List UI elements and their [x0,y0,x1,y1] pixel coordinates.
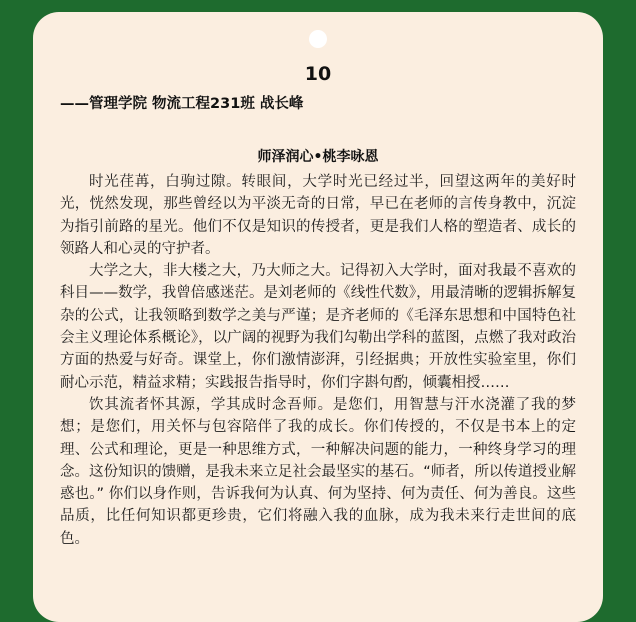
paragraph: 时光荏苒，白驹过隙。转眼间，大学时光已经过半，回望这两年的美好时光，恍然发现，那些曾经以为平淡无奇的日常，早已在老师的言传身教中，沉淀为指引前路的星光。他们不仅是知识的传授者，更是我们人格的塑造者、成长的领路人和心灵的守护者。 [60,174,576,257]
essay-title: 师泽润心•桃李咏恩 [257,149,379,165]
paragraph: 大学之大，非大楼之大，乃大师之大。记得初入大学时，面对我最不喜欢的科目——数学，我曾倍感迷茫。是刘老师的《线性代数》，用最清晰的逻辑拆解复杂的公式，让我领略到数学之美与严谨；是齐老师的《毛泽东思想和中国特色社会主义理论体系概论》，以广阔的视野为我们勾勒出学科的蓝图，点燃了我对政治方面的热爱与好奇。课堂上，你们激情澎湃，引经据典；开放性实验室里，你们耐心示范，精益求精；实践报告指导时，你们字斟句酌，倾囊相授…… [60,263,576,391]
entry-number: 10 [304,63,332,85]
card-hole-decoration [309,30,327,48]
essay-card [33,12,603,622]
paragraph: 饮其流者怀其源，学其成时念吾师。是您们，用智慧与汗水浇灌了我的梦想；是您们，用关怀与包容陪伴了我的成长。你们传授的，不仅是书本上的定理、公式和理论，更是一种思维方式，一种解决问题的能力，一种终身学习的理念。这份知识的馈赠，是我未来立足社会最坚实的基石。“师者，所以传道授业解惑也。” 你们以身作则，告诉我何为认真、何为坚持、何为责任、何为善良。这些品质，比任何知识都更珍贵，它们将融入我的血脉，成为我未来行走世间的底色。 [60,396,576,547]
author-line: ——管理学院 物流工程231班 战长峰 [60,96,304,112]
essay-body [60,171,576,550]
